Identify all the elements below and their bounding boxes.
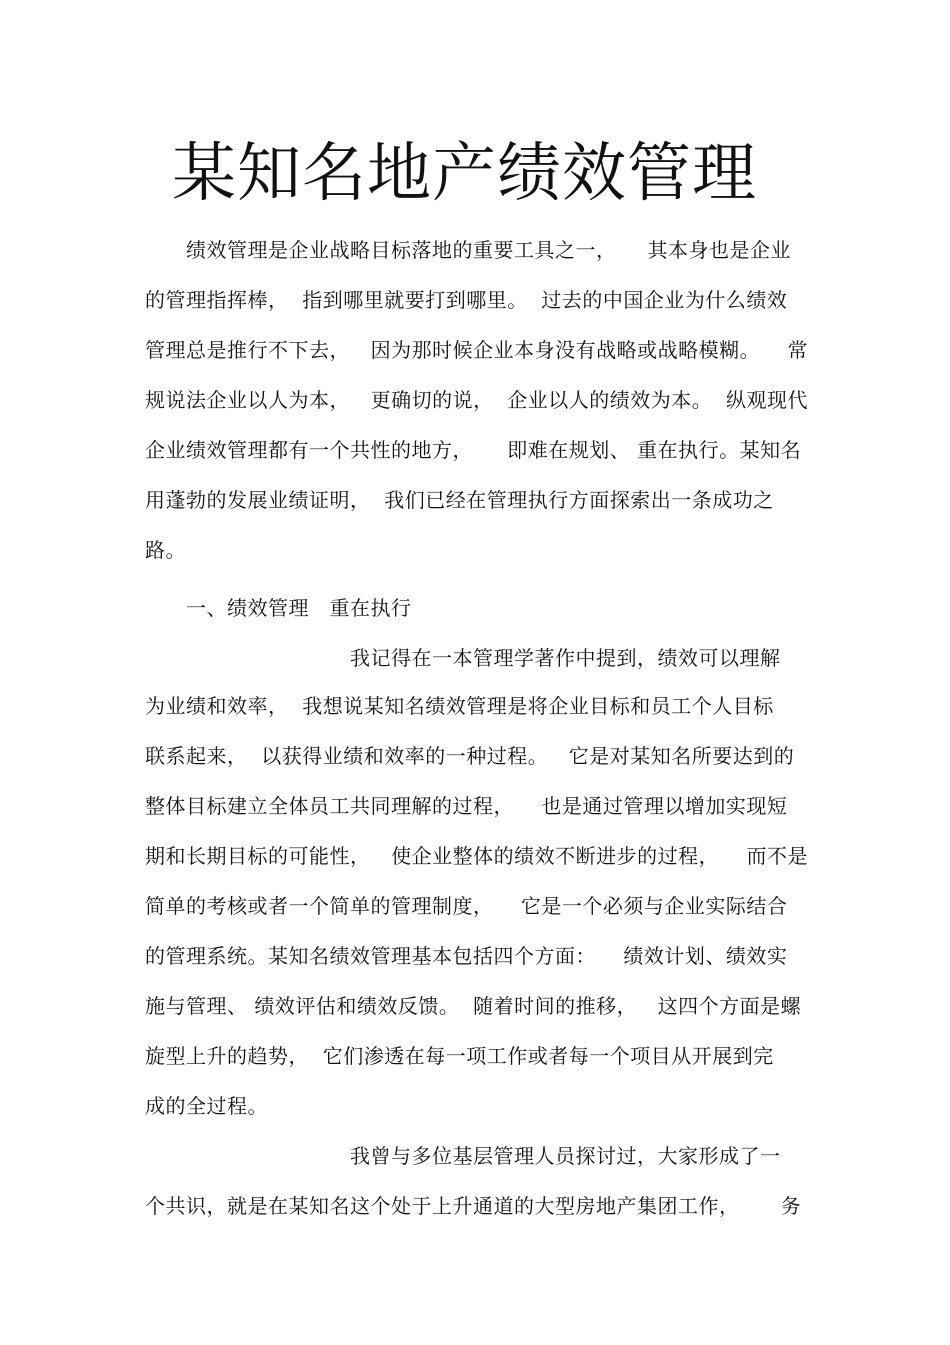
paragraph-line: 路。 [145, 538, 186, 562]
paragraph-line: 的管理指挥棒， 指到哪里就要打到哪里。 过去的中国企业为什么绩效 [145, 288, 788, 312]
paragraph-line: 施与管理、 绩效评估和绩效反馈。 随着时间的推移， 这四个方面是螺 [145, 994, 802, 1018]
document-title: 某知名地产绩效管理 [172, 137, 757, 211]
paragraph-line: 期和长期目标的可能性， 使企业整体的绩效不断进步的过程， 而不是 [145, 844, 809, 868]
paragraph-line: 我记得在一本管理学著作中提到，绩效可以理解 [145, 646, 781, 670]
paragraph-line: 规说法企业以人为本， 更确切的说， 企业以人的绩效为本。 纵观现代 [145, 388, 809, 412]
paragraph-line: 管理总是推行不下去， 因为那时候企业本身没有战略或战略模糊。 常 [145, 338, 809, 362]
paragraph-line: 绩效管理是企业战略目标落地的重要工具之一， 其本身也是企业 [145, 238, 791, 262]
paragraph-line: 我曾与多位基层管理人员探讨过，大家形成了一 [145, 1144, 781, 1168]
paragraph-line: 成的全过程。 [145, 1094, 268, 1118]
paragraph-line: 旋型上升的趋势， 它们渗透在每一项工作或者每一个项目从开展到完 [145, 1044, 774, 1068]
paragraph-line: 的管理系统。某知名绩效管理基本包括四个方面： 绩效计划、绩效实 [145, 944, 788, 968]
paragraph-line: 企业绩效管理都有一个共性的地方， 即难在规划、 重在执行。某知名 [145, 438, 802, 462]
paragraph-line: 简单的考核或者一个简单的管理制度， 它是一个必须与企业实际结合 [145, 894, 788, 918]
paragraph-line: 整体目标建立全体员工共同理解的过程， 也是通过管理以增加实现短 [145, 794, 788, 818]
paragraph-line: 为业绩和效率， 我想说某知名绩效管理是将企业目标和员工个人目标 [145, 694, 774, 718]
section-heading: 一、绩效管理 重在执行 [145, 596, 412, 620]
paragraph-line: 联系起来， 以获得业绩和效率的一种过程。 它是对某知名所要达到的 [145, 744, 795, 768]
paragraph-line: 用蓬勃的发展业绩证明， 我们已经在管理执行方面探索出一条成功之 [145, 488, 774, 512]
paragraph-line: 个共识，就是在某知名这个处于上升通道的大型房地产集团工作， 务 [145, 1194, 802, 1218]
